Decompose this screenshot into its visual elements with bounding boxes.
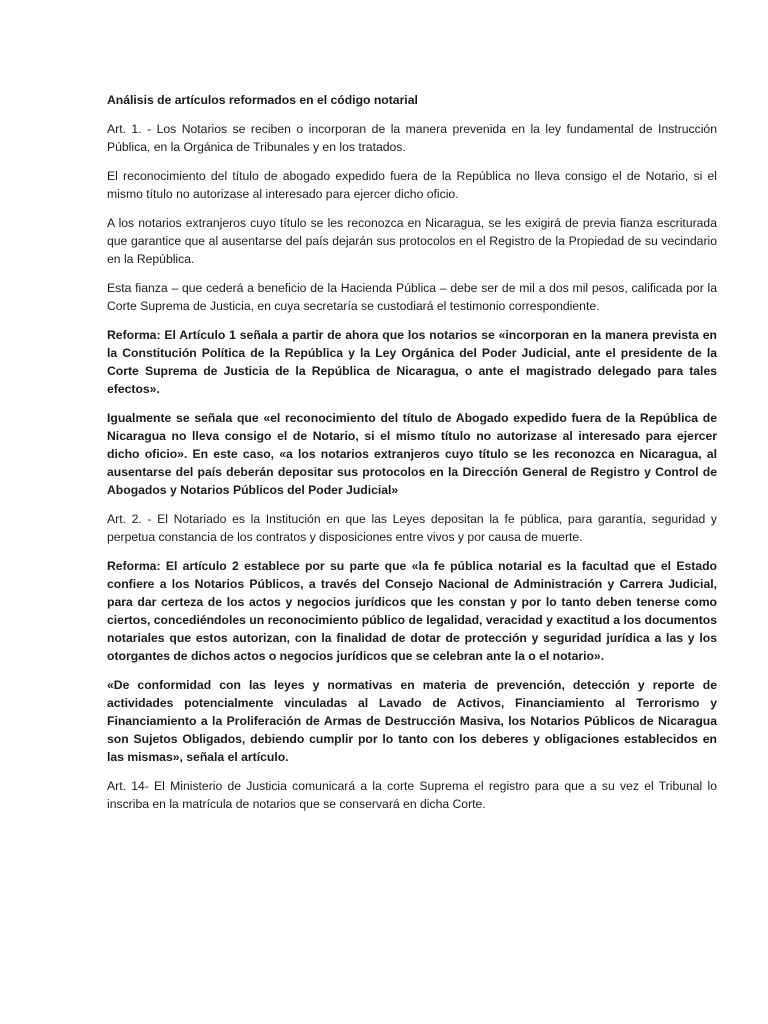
document-page: [107, 91, 717, 824]
paragraph-fianza: Esta fianza – que cederá a beneficio de la Hacienda Pública – debe ser de mil a dos mil pesos, calificada por la Corte Suprema de Justicia, en cuya secretaría se custodiará el testimonio correspondiente.: [107, 281, 717, 313]
paragraph-reforma-art-1: Reforma: El Artículo 1 señala a partir de ahora que los notarios se «incorporan en la manera prevista en la Constitución Política de la República y la Ley Orgánica del Poder Judicial, ante el presidente de la Corte Suprema de Justicia de la República de Nicaragua, o ante el magistrado delegado para tales efectos».: [107, 328, 717, 396]
paragraph-notarios-extranjeros: A los notarios extranjeros cuyo título se les reconozca en Nicaragua, se les exigirá de previa fianza escriturada que garantice que al ausentarse del país dejarán sus protocolos en el Registro de la Propiedad de su vecindario en la República.: [107, 216, 717, 266]
paragraph-art-2: Art. 2. - El Notariado es la Institución en que las Leyes depositan la fe pública, para garantía, seguridad y perpetua constancia de los contratos y disposiciones entre vivos y por causa de muerte.: [107, 512, 717, 544]
paragraph-reforma-art-2-cont: «De conformidad con las leyes y normativas en materia de prevención, detección y reporte de actividades potencialmente vinculadas al Lavado de Activos, Financiamiento al Terrorismo y Financiamiento a la Proliferación de Armas de Destrucción Masiva, los Notarios Públicos de Nicaragua son Sujetos Obligados, debiendo cumplir por lo tanto con los deberes y obligaciones establecidos en las mismas», señala el artículo.: [107, 678, 717, 764]
paragraph-titulo-abogado: El reconocimiento del título de abogado expedido fuera de la República no lleva consigo el de Notario, si el mismo título no autorizase al interesado para ejercer dicho oficio.: [107, 169, 717, 201]
paragraph-reforma-art-1-cont: Igualmente se señala que «el reconocimiento del título de Abogado expedido fuera de la República de Nicaragua no lleva consigo el de Notario, si el mismo título no autorizase al interesado para ejercer dicho oficio». En este caso, «a los notarios extranjeros cuyo título se les reconozca en Nicaragua, al ausentarse del país deberán depositar sus protocolos en la Dirección General de Registro y Control de Abogados y Notarios Públicos del Poder Judicial»: [107, 411, 717, 497]
paragraph-art-14: Art. 14- El Ministerio de Justicia comunicará a la corte Suprema el registro para que a su vez el Tribunal lo inscriba en la matrícula de notarios que se conservará en dicha Corte.: [107, 779, 717, 811]
paragraph-art-1: Art. 1. - Los Notarios se reciben o incorporan de la manera prevenida en la ley fundamental de Instrucción Pública, en la Orgánica de Tribunales y en los tratados.: [107, 122, 717, 154]
document-title: Análisis de artículos reformados en el código notarial: [107, 93, 418, 107]
paragraph-reforma-art-2: Reforma: El artículo 2 establece por su parte que «la fe pública notarial es la facultad que el Estado confiere a los Notarios Públicos, a través del Consejo Nacional de Administración y Carrera Judicial, para dar certeza de los actos y negocios jurídicos que les constan y por lo tanto deben tenerse como ciertos, concediéndoles un reconocimiento público de legalidad, veracidad y exactitud a los documentos notariales que estos autorizan, con la finalidad de dotar de protección y seguridad jurídica a las y los otorgantes de dichos actos o negocios jurídicos que se celebran ante la o el notario».: [107, 559, 717, 663]
